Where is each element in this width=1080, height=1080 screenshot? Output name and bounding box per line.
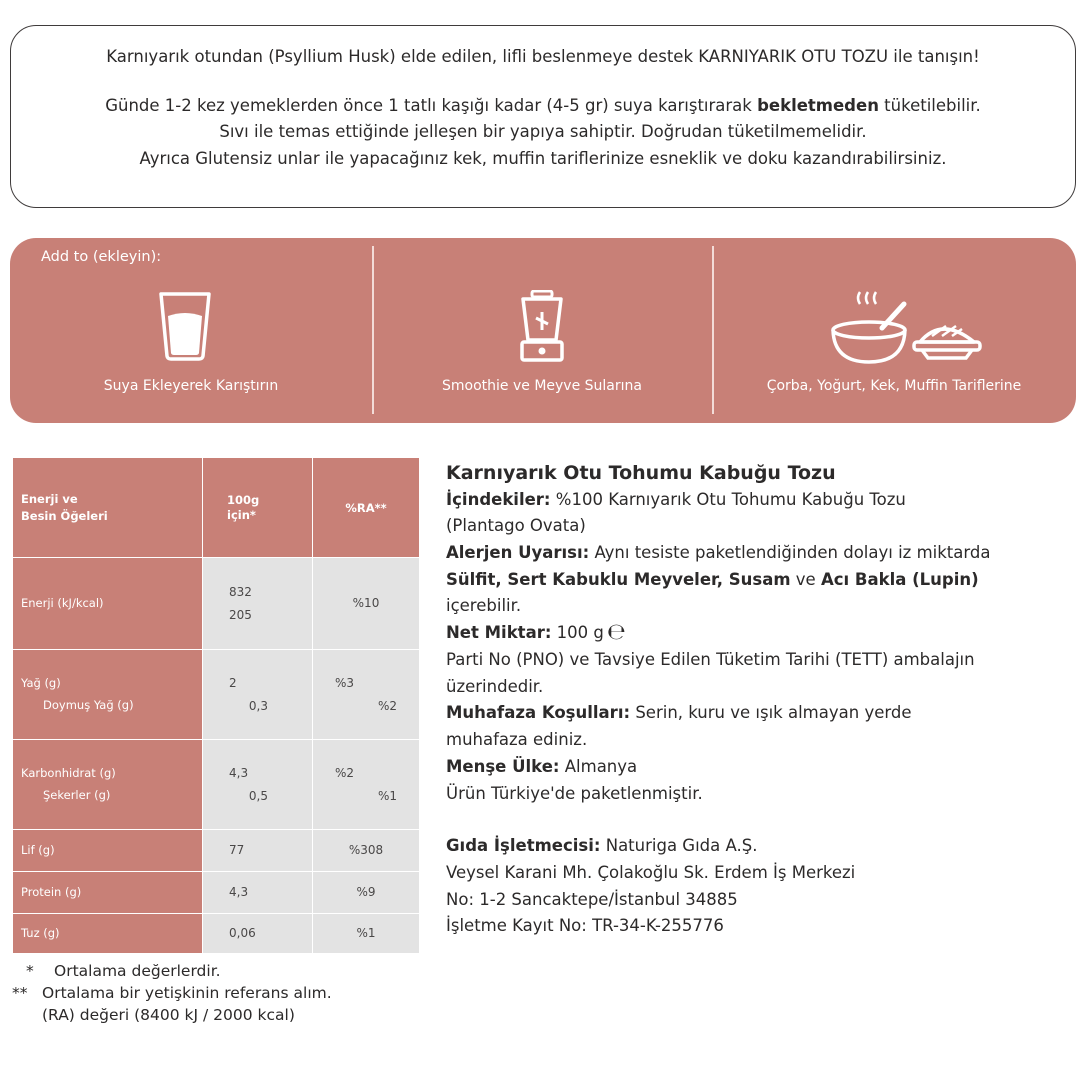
country-of-origin: Menşe Ülke: Almanya	[446, 756, 638, 776]
allergen-list: Sülfit, Sert Kabuklu Meyveler, Susam ve Acı Bakla (Lupin)	[446, 569, 979, 589]
net-quantity: Net Miktar: 100 g ℮	[446, 620, 626, 646]
storage-tail: muhafaza ediniz.	[446, 730, 588, 750]
usage-item-recipes	[712, 238, 1076, 423]
table-row	[13, 650, 420, 740]
blender-icon	[512, 290, 572, 362]
bowl-pie-icon	[824, 288, 984, 368]
intro-emphasis: bekletmeden	[757, 95, 879, 115]
table-row	[13, 872, 420, 914]
usage-label: Suya Ekleyerek Karıştırın	[103, 378, 279, 394]
header-ra: %RA**	[313, 458, 420, 558]
table-row	[13, 830, 420, 872]
row-carb-name: Karbonhidrat (g) Şekerler (g)	[13, 740, 203, 830]
address-line-2: No: 1-2 Sancaktepe/İstanbul 34885	[446, 889, 738, 909]
footnote-ra: ** Ortalama bir yetişkinin referans alım. (RA) değeri (8400 kJ / 2000 kcal)	[12, 984, 332, 1024]
row-carb-ra: %2 %1	[313, 740, 420, 830]
row-energy-ra: %10	[313, 558, 420, 650]
usage-band	[10, 238, 1076, 423]
footnote-average: * Ortalama değerlerdir.	[26, 962, 221, 980]
intro-line-1: Karnıyarık otundan (Psyllium Husk) elde edilen, lifli beslenmeye destek KARNIYARIK OTU TOZU ile tanışın!	[106, 47, 980, 66]
row-protein-value: 4,3	[203, 872, 313, 914]
row-fat-ra: %3 %2	[313, 650, 420, 740]
row-protein-ra: %9	[313, 872, 420, 914]
row-fiber-ra: %308	[313, 830, 420, 872]
row-fiber-name: Lif (g)	[13, 830, 203, 872]
registry-number: İşletme Kayıt No: TR-34-K-255776	[446, 916, 724, 936]
product-title: Karnıyarık Otu Tohumu Kabuğu Tozu	[446, 462, 836, 484]
row-fat-value: 2 0,3	[203, 650, 313, 740]
food-operator: Gıda İşletmecisi: Naturiga Gıda A.Ş.	[446, 836, 758, 856]
row-fat-name: Yağ (g) Doymuş Yağ (g)	[13, 650, 203, 740]
nutrition-table	[12, 457, 420, 954]
lot-info: Parti No (PNO) ve Tavsiye Edilen Tüketim Tarihi (TETT) ambalajın	[446, 649, 975, 669]
row-energy-name: Enerji (kJ/kcal)	[13, 558, 203, 650]
estimated-sign-icon: ℮	[606, 620, 626, 646]
storage-conditions: Muhafaza Koşulları: Serin, kuru ve ışık almayan yerde	[446, 703, 912, 723]
intro-line-3: Sıvı ile temas ettiğinde jelleşen bir yapıya sahiptir. Doğrudan tüketilmemelidir.	[219, 122, 867, 142]
row-carb-value: 4,3 0,5	[203, 740, 313, 830]
header-nutrient: Enerji ve Besin Öğeleri	[13, 458, 203, 558]
usage-label: Çorba, Yoğurt, Kek, Muffin Tariflerine	[766, 378, 1022, 394]
usage-item-smoothie	[372, 238, 712, 423]
ingredients: İçindekiler: %100 Karnıyarık Otu Tohumu Kabuğu Tozu	[446, 489, 906, 509]
table-row	[13, 914, 420, 954]
usage-label: Smoothie ve Meyve Sularına	[442, 378, 642, 394]
table-header-row	[13, 458, 420, 558]
row-salt-ra: %1	[313, 914, 420, 954]
intro-box	[10, 25, 1076, 208]
address-line-1: Veysel Karani Mh. Çolakoğlu Sk. Erdem İş Merkezi	[446, 862, 856, 882]
usage-heading: Add to (ekleyin):	[41, 249, 162, 265]
glass-icon	[155, 290, 215, 362]
intro-line-4: Ayrıca Glutensiz unlar ile yapacağınız kek, muffin tariflerinize esneklik ve doku kazandırabilirsiniz.	[139, 149, 947, 169]
lot-info-tail: üzerindedir.	[446, 676, 544, 696]
table-row	[13, 740, 420, 830]
row-salt-value: 0,06	[203, 914, 313, 954]
ingredients-latin: (Plantago Ovata)	[446, 516, 586, 536]
row-energy-value: 832 205	[203, 558, 313, 650]
row-salt-name: Tuz (g)	[13, 914, 203, 954]
allergen-tail: içerebilir.	[446, 596, 522, 616]
packed-in: Ürün Türkiye'de paketlenmiştir.	[446, 783, 703, 803]
table-row	[13, 558, 420, 650]
header-per-100g: 100g için*	[203, 458, 313, 558]
row-fiber-value: 77	[203, 830, 313, 872]
intro-line-2: Günde 1-2 kez yemeklerden önce 1 tatlı kaşığı kadar (4-5 gr) suya karıştırarak bekletmeden tüketilebilir.	[105, 95, 981, 115]
table-footnotes	[12, 960, 332, 1026]
product-info	[446, 460, 1078, 940]
allergen-warning: Alerjen Uyarısı: Aynı tesiste paketlendiğinden dolayı iz miktarda	[446, 543, 991, 563]
usage-item-water	[10, 238, 372, 423]
row-protein-name: Protein (g)	[13, 872, 203, 914]
